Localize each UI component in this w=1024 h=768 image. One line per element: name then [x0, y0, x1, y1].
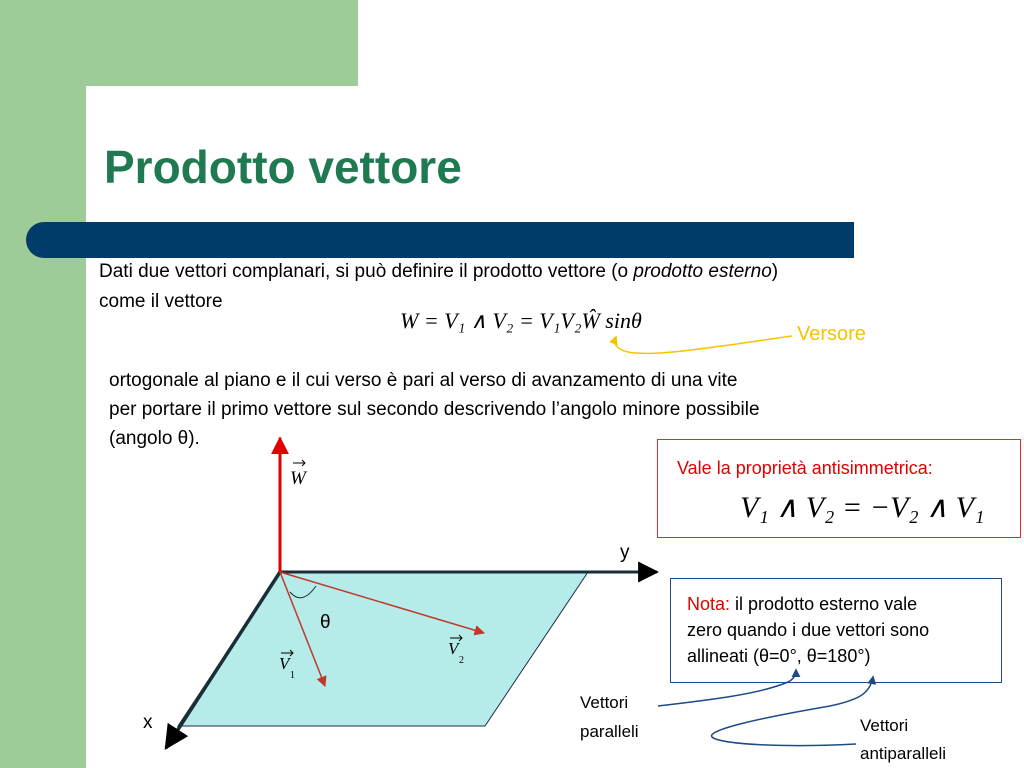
note-line-1: il prodotto esterno vale — [730, 594, 918, 614]
antisymmetry-formula: V₁ ∧ V₂ = −V₂ ∧ V₁ — [740, 491, 985, 524]
note-line-2: zero quando i due vettori sono — [687, 620, 930, 641]
note-prefix: Nota: — [687, 594, 731, 614]
versore-callout-arrow — [615, 336, 792, 353]
antiparalleli-label-line-2: antiparalleli — [860, 744, 946, 763]
description-line-2: per portare il primo vettore sul secondo descrivendo l’angolo minore possibile — [109, 399, 760, 420]
intro-line-2: come il vettore — [99, 291, 223, 312]
description-line-1: ortogonale al piano e il cui verso è pari al verso di avanzamento di una vite — [109, 370, 738, 391]
w-label-arrow — [293, 460, 305, 466]
y-axis-label: y — [620, 542, 630, 563]
xy-plane — [178, 572, 588, 726]
paralleli-callout-arrow — [658, 670, 796, 706]
antiparalleli-callout-arrow — [712, 677, 873, 746]
v1-subscript: 1 — [290, 670, 295, 681]
x-axis-label: x — [143, 712, 153, 733]
v1-label: V — [279, 654, 290, 673]
note-line-3: allineati (θ=0°, θ=180°) — [687, 646, 871, 667]
v2-subscript: 2 — [459, 655, 464, 666]
intro-text-b: ) — [771, 261, 779, 282]
description-line-3: (angolo θ). — [109, 428, 200, 449]
intro-text-emphasis: prodotto esterno — [633, 261, 772, 282]
cross-product-formula: W = V₁ ∧ V₂ = V₁V₂Ŵ sinθ — [400, 308, 642, 333]
paralleli-label-line-2: paralleli — [580, 722, 639, 741]
antisymmetry-label: Vale la proprietà antisimmetrica: — [677, 458, 933, 478]
theta-label: θ — [320, 612, 331, 633]
antiparalleli-label-line-1: Vettori — [860, 716, 909, 735]
slide-title: Prodotto vettore — [104, 141, 462, 193]
paralleli-label-line-1: Vettori — [580, 693, 629, 712]
intro-text-a: Dati due vettori complanari, si può definire il prodotto vettore (o — [99, 261, 634, 282]
versore-label: Versore — [797, 323, 866, 345]
v2-label: V — [448, 639, 459, 658]
w-label: W — [290, 468, 306, 489]
